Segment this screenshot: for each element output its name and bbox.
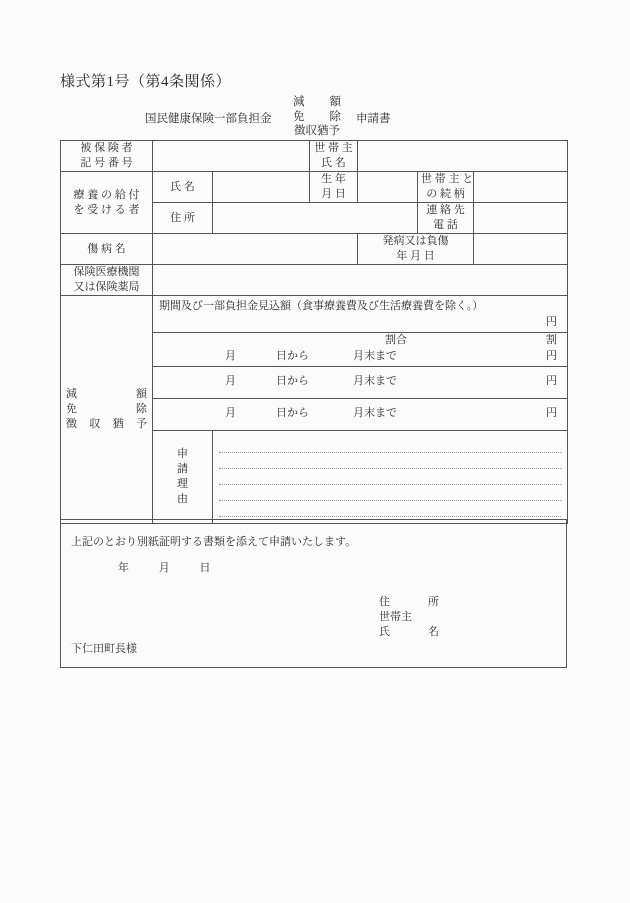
label-application-reason [153,431,213,524]
signature-address-label [379,595,439,610]
title-option-exemption-char1: 免 [293,110,305,123]
amount-period-2-cell[interactable] [153,367,568,399]
label-care-char-5: 付 [128,188,140,201]
declaration-date-month: 月 [158,562,170,574]
table-row-amount-heading [61,296,568,333]
period-1-end: 月末まで [353,350,397,362]
field-contact-phone[interactable] [474,203,568,234]
label-recipient-char-3: け [101,203,112,216]
label-address-char-2: 所 [183,211,195,224]
label-name-char-2: 名 [183,180,195,193]
title-option-exemption-char2: 除 [329,110,341,123]
signature-address-char-1: 住 [379,596,390,608]
period-2-month: 月 [225,375,236,387]
period-3-month: 月 [225,407,236,419]
amount-heading-cell [153,296,568,333]
label-care-char-4: 給 [114,188,126,201]
label-onset-date [358,234,474,265]
label-onset-ymd-char-1: 年 [396,250,408,262]
field-recipient-name[interactable] [213,172,310,203]
period-1-line [153,349,567,366]
label-contact-phone [418,203,474,234]
label-deferment-char-4: 予 [135,418,147,430]
amount-period-3-cell[interactable] [153,399,568,431]
label-care-char-2: 養 [87,188,99,201]
reason-dotted-line-3 [219,469,561,485]
label-institution-line1: 保険医療機関 [73,266,140,278]
label-disease-char-2: 病 [101,242,112,255]
title-option-exemption [286,110,348,125]
label-relation-char-1: 世 [421,173,432,185]
period-2-unit: 円 [546,375,558,387]
label-relation2-char-1: の [426,188,438,200]
label-birth-md-char-1: 月 [321,188,333,200]
amount-period-1-cell[interactable] [153,333,568,367]
signature-block [379,595,439,640]
label-reduction-char-2: 額 [136,388,147,400]
field-birth-date[interactable] [358,172,418,203]
label-disease-char-1: 傷 [87,242,99,255]
label-recipient-char-5: 者 [128,203,140,216]
label-phone-char-1: 電 [433,219,445,231]
label-number-char-1: 記 [80,157,92,169]
label-householder-name-char-2: 名 [334,157,346,169]
label-relation-char-2: 帯 [434,173,446,185]
title-suffix-text: 申請書 [356,113,391,125]
label-recipient-char-4: る [114,203,126,216]
label-relation-to-householder [418,172,474,203]
label-recipient-address [153,203,213,234]
period-2-day-from: 日から [276,375,309,387]
label-deferment-char-2: 収 [89,418,101,430]
label-exemption-char-2: 除 [136,403,147,415]
label-care-char-3: の [101,188,112,201]
table-row-insured-number [61,141,568,172]
field-onset-date[interactable] [474,234,568,265]
label-contact-char-3: 先 [453,204,465,216]
label-number-char-3: 番 [107,157,119,169]
label-contact-char-1: 連 [426,204,438,216]
declaration-statement: 上記のとおり別紙証明する書類を添えて申請いたします。 [71,536,357,548]
declaration-box [60,519,567,668]
signature-name-char-1: 氏 [379,626,390,638]
period-2-end: 月末まで [353,375,397,387]
ratio-line [153,333,567,349]
label-relation2-char-2: 続 [440,188,451,200]
document-title-block [60,93,567,137]
reason-dotted-line-5 [219,501,561,517]
label-phone-char-2: 話 [446,219,458,231]
period-3-day-from: 日から [276,407,309,419]
amount-heading-unit: 円 [546,316,558,328]
signature-name-label [379,625,439,640]
label-householder-name [310,141,358,172]
period-3-end: 月末まで [353,407,397,419]
label-institution-line2: 又は保険薬局 [73,281,140,293]
label-number-char-4: 号 [121,157,133,169]
period-2-line [153,374,567,391]
label-reason-char-3: 理 [177,478,188,490]
amount-heading-text: 期間及び一部負担金見込額（食事療養費及び生活療養費を除く。） [159,300,484,312]
addressee-text: 下仁田町長様 [71,643,137,655]
form-number: 様式第1号（第4条関係） [60,74,232,90]
label-birth-md-char-2: 日 [334,188,346,200]
label-ratio: 割合 [385,334,407,346]
period-1-unit: 円 [546,350,558,362]
period-1-month: 月 [225,350,236,362]
table-row-recipient-name [61,172,568,203]
signature-householder-label: 世帯主 [379,611,412,623]
period-3-line [153,406,567,423]
label-reason-char-1: 申 [177,448,188,460]
application-form-table [60,140,568,524]
label-birth-date [310,172,358,203]
label-onset-ymd-char-2: 月 [410,250,421,262]
title-option-reduction-char1: 減 [293,96,305,108]
label-relation-char-3: 主 [448,173,460,185]
label-onset-line1: 発病又は負傷 [382,235,449,247]
label-care-recipient [61,172,153,234]
label-householder-char-1: 世 [314,142,326,154]
label-birth-char-2: 年 [334,173,346,185]
label-name-char-1: 氏 [170,180,182,193]
field-disease-name[interactable] [153,234,358,265]
title-main-text: 国民健康保険一部負担金 [145,113,272,125]
signature-address-char-2: 所 [428,596,439,608]
label-reason-char-2: 請 [177,463,188,475]
declaration-date-day: 日 [199,562,211,574]
label-medical-institution [61,265,153,296]
reason-dotted-line-2 [219,453,561,469]
label-insured-char-2: 保 [94,142,106,154]
label-disease-char-3: 名 [114,242,126,255]
title-option-deferment: 徴収猶予 [294,125,340,137]
label-birth-char-1: 生 [321,173,333,185]
field-householder-name[interactable] [358,141,568,172]
field-relation-to-householder[interactable] [474,172,568,203]
title-option-stack [286,95,348,139]
label-insured-symbol-number [61,141,153,172]
declaration-date[interactable] [118,559,238,575]
label-recipient-char-2: 受 [87,203,99,216]
label-address-char-1: 住 [170,211,182,224]
label-relation-char-4: と [462,173,474,185]
label-relation2-char-3: 柄 [453,188,465,200]
field-application-reason[interactable] [213,431,568,524]
label-reduction-char-1: 減 [66,388,77,400]
field-recipient-address[interactable] [213,203,418,234]
label-deferment-char-1: 徴 [66,418,77,430]
table-row-disease [61,234,568,265]
declaration-date-year: 年 [118,562,129,574]
ratio-unit: 割 [546,334,558,346]
label-reason-char-4: 由 [177,493,188,505]
reason-dotted-line-4 [219,485,561,501]
label-onset-ymd-char-3: 日 [423,250,435,262]
label-insured-char-1: 被 [80,142,92,154]
label-insured-char-4: 者 [121,142,133,154]
field-medical-institution[interactable] [153,265,568,296]
application-reason-lines [213,431,567,523]
title-option-reduction [286,95,348,110]
period-3-unit: 円 [546,407,558,419]
label-disease-name [61,234,153,265]
period-1-day-from: 日から [276,350,309,362]
field-insured-symbol-number[interactable] [153,141,310,172]
label-contact-char-2: 絡 [440,204,451,216]
label-deferment-char-3: 猶 [112,418,124,430]
label-exemption-char-1: 免 [66,403,77,415]
label-reduction-exemption-deferment [61,296,153,524]
table-row-institution [61,265,568,296]
label-householder-char-2: 帯 [328,142,339,154]
label-recipient-char-1: を [73,203,85,216]
label-householder-name-char-1: 氏 [321,157,333,169]
label-recipient-name [153,172,213,203]
label-insured-char-3: 険 [107,142,119,154]
title-option-reduction-char2: 額 [329,96,341,108]
signature-name-char-2: 名 [428,626,439,638]
label-number-char-2: 号 [94,157,106,169]
label-care-char-1: 療 [73,188,85,201]
reason-dotted-line-1 [219,437,561,453]
label-householder-char-3: 主 [341,142,353,154]
